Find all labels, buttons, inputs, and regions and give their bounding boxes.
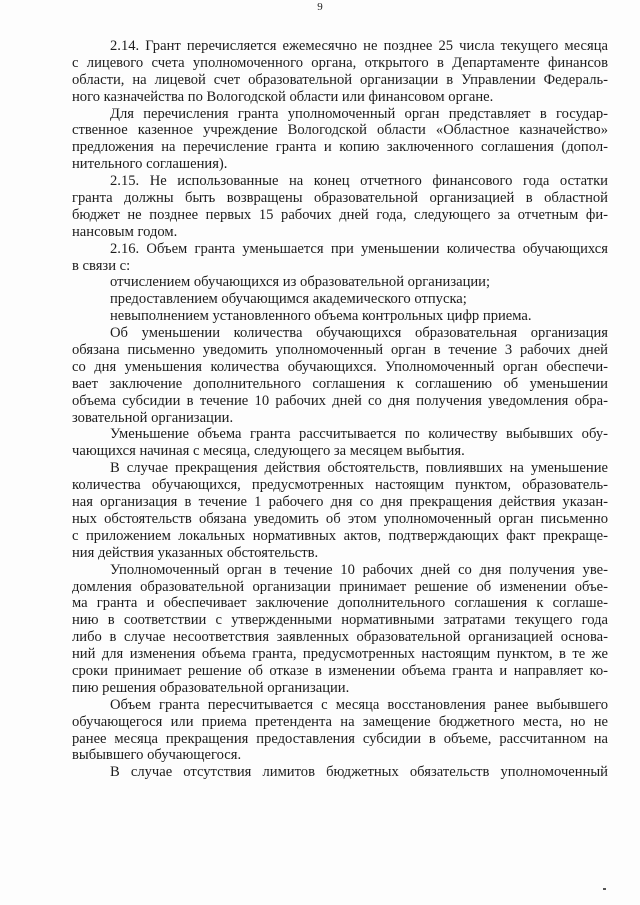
text-line: ных обстоятельств обязана уведомить об этом уполномоченный орган письменно <box>72 510 608 527</box>
text-line: вает заключение дополнительного соглашения к соглашению об уменьшении <box>72 375 608 392</box>
text-line: области, на лицевой счет образовательной организации в Управлении Федераль- <box>72 71 608 88</box>
text-line: в связи с: <box>72 257 131 274</box>
text-line: сроки принимает решение об отказе в изменении объема гранта и направляет ко- <box>72 662 608 679</box>
text-line: чающихся начиная с месяца, следующего за месяцем выбытия. <box>72 443 465 460</box>
text-line: В случае отсутствия лимитов бюджетных обязательств уполномоченный <box>110 764 608 781</box>
text-line: 2.14. Грант перечисляется ежемесячно не позднее 25 числа текущего месяца <box>110 38 608 54</box>
scan-speck <box>603 888 606 890</box>
text-line: ственное казенное учреждение Вологодской области «Областное казначейство» <box>72 122 608 139</box>
text-line: зовательной организации. <box>72 409 234 426</box>
text-line: отчислением обучающихся из образовательной организации; <box>110 274 491 291</box>
page-number: 9 <box>317 1 323 13</box>
text-line: с приложением локальных нормативных актов, подтверждающих факт прекраще- <box>72 527 608 544</box>
text-line: ний для изменения объема гранта, предусмотренных настоящим пунктом, в те же <box>72 646 608 663</box>
text-line: невыполнением установленного объема контрольных цифр приема. <box>110 308 532 325</box>
text-line: ма гранта и обеспечивает заключение дополнительного соглашения к соглаше- <box>72 595 608 612</box>
text-line: Для перечисления гранта уполномоченный орган представляет в государ- <box>110 105 608 122</box>
text-line: Объем гранта пересчитывается с месяца восстановления ранее выбывшего <box>110 696 608 713</box>
text-line: предоставлением обучающимся академического отпуска; <box>110 291 467 308</box>
text-line: либо в случае несоответствия заявленных образовательной организацией основа- <box>72 629 608 646</box>
text-line: домления образовательной организации принимает решение об изменении объе- <box>72 578 608 595</box>
document-body <box>72 38 608 781</box>
text-line: Уменьшение объема гранта рассчитывается по количеству выбывших обу- <box>110 426 608 443</box>
text-line: объема субсидии в течение 10 рабочих дней со дня получения уведомления обра- <box>72 392 608 409</box>
text-line: обучающегося или приема претендента на замещение бюджетного места, но не <box>72 713 608 730</box>
text-line: нию в соответствии с утвержденными нормативными затратами текущего года <box>72 612 608 629</box>
text-line: В случае прекращения действия обстоятельств, повлиявших на уменьшение <box>110 460 608 477</box>
text-line: ранее месяца прекращения предоставления субсидии в объеме, рассчитанном на <box>72 730 608 747</box>
text-line: гранта должны быть возвращены образовательной организацией в областной <box>72 190 608 207</box>
text-line: с лицевого счета уполномоченного органа, открытого в Департаменте финансов <box>72 54 608 71</box>
text-line: бюджет не позднее первых 15 рабочих дней года, следующего за отчетным фи- <box>72 206 608 223</box>
text-line: предложения на перечисление гранта и копию заключенного соглашения (допол- <box>72 139 608 156</box>
text-line: со дня уменьшения количества обучающихся. Уполномоченный орган обеспечи- <box>72 358 608 375</box>
text-line: нансовым годом. <box>72 223 178 240</box>
text-line: ная организация в течение 1 рабочего дня со дня прекращения действия указан- <box>72 494 608 511</box>
text-line: количества обучающихся, предусмотренных настоящим пунктом, образователь- <box>72 477 608 494</box>
text-line: Об уменьшении количества обучающихся образовательная организация <box>110 325 608 342</box>
text-line: обязана письменно уведомить уполномоченный орган в течение 3 рабочих дней <box>72 342 608 359</box>
text-line: нительного соглашения). <box>72 156 228 173</box>
text-line: выбывшего обучающегося. <box>72 747 242 764</box>
text-line: 2.15. Не использованные на конец отчетного финансового года остатки <box>110 173 608 190</box>
text-line: пию решения образовательной организации. <box>72 679 350 696</box>
text-line: 2.16. Объем гранта уменьшается при уменьшении количества обучающихся <box>110 240 608 257</box>
text-line: Уполномоченный орган в течение 10 рабочих дней со дня получения уве- <box>110 561 608 578</box>
text-line: ния действия указанных обстоятельств. <box>72 544 319 561</box>
text-line: ного казначейства по Вологодской области или финансовом органе. <box>72 88 494 105</box>
